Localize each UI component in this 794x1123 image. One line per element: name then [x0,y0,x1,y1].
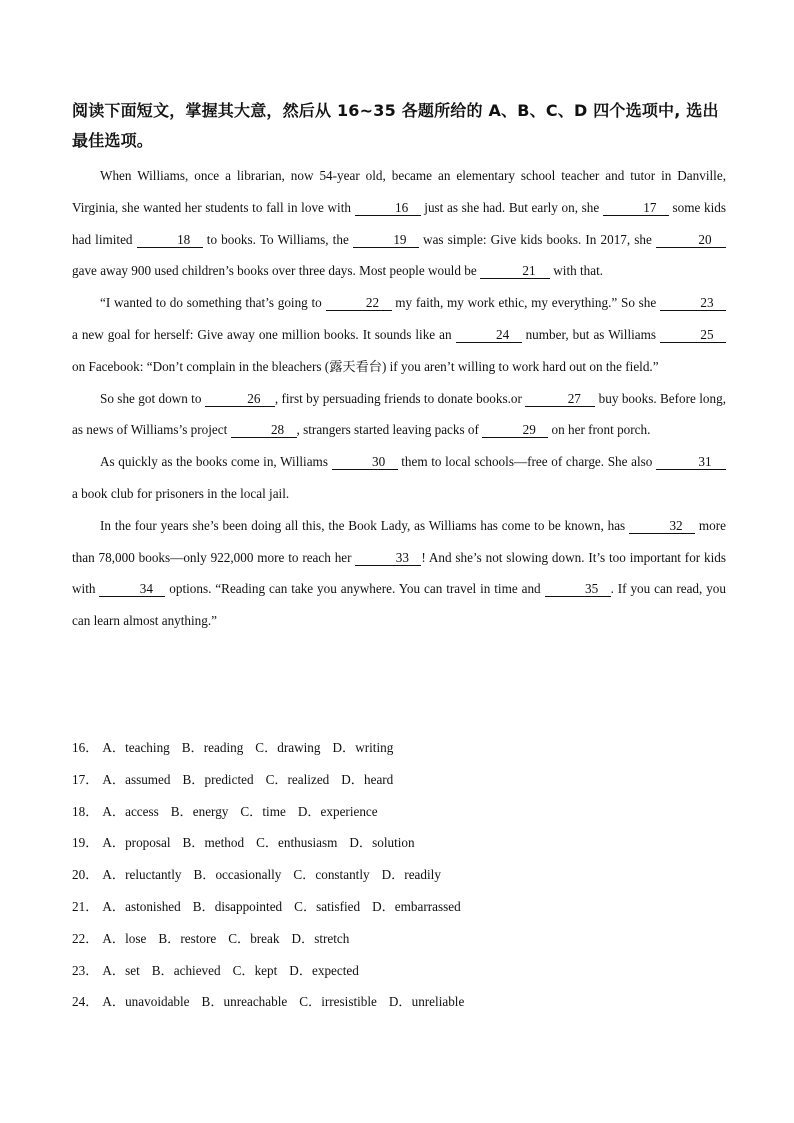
passage-text: number, but as Williams [521,326,660,342]
blank-34: 34 [99,581,165,597]
question-21 [72,891,726,923]
passage-text: , first by persuading friends to donate books.or [274,390,526,406]
blank-21: 21 [480,263,550,279]
blank-25: 25 [660,327,726,343]
option-a: A．unavoidable [102,994,190,1010]
question-number: 19． [72,835,99,851]
option-a: A．teaching [102,740,170,755]
option-d: D．solution [349,835,415,851]
option-a: A．assumed [102,771,171,787]
passage-text: my faith, my work ethic, my everything.” So she [391,295,660,311]
option-c: C．kept [232,962,278,978]
option-b: B．disappointed [192,898,283,914]
option-a: A．proposal [102,835,171,851]
option-a: A．astonished [102,898,181,914]
passage-text: just as she had. But early on, she [420,199,603,215]
question-20 [72,859,726,891]
question-18 [72,796,726,828]
passage-text: buy books. Before long, as news of Williams’s project [72,390,727,438]
passage-text: When Williams, once a librarian, now 54-year old, became an elementary school teacher and tutor in Danville, Virginia, she wanted her students to fall in love with [72,168,726,215]
option-c: C．time [240,803,286,819]
paragraph-3 [72,383,726,447]
passage-text: a book club for prisoners in the local jail. [72,485,290,501]
blank-16: 16 [355,200,421,216]
question-24 [72,986,726,1018]
passage-text: on her front porch. [548,422,651,438]
option-b: B．reading [181,740,244,755]
question-19 [72,827,726,859]
question-options-list [72,732,726,1018]
blank-27: 27 [525,391,595,407]
question-number: 18． [72,803,99,819]
blank-35: 35 [545,581,611,597]
option-d: D．embarrassed [372,898,461,914]
blank-30: 30 [332,454,398,470]
option-c: C．drawing [255,740,321,755]
question-number: 22． [72,930,99,946]
question-number: 23． [72,962,99,978]
passage-text: some kids had limited [72,199,726,247]
passage-text: gave away 900 used children’s books over three days. Most people would be [72,263,480,279]
blank-24: 24 [456,327,522,343]
option-b: B．predicted [182,771,254,787]
passage-text: . If you can read, you can learn almost anything.” [72,581,726,629]
option-d: D．unreliable [388,994,465,1010]
option-b: B．energy [170,803,229,819]
paragraph-2 [72,287,726,382]
section-instruction: 阅读下面短文，掌握其大意，然后从 16~35 各题所给的 A、B、C、D 四个选项中, 选出最佳选项。 [72,101,719,150]
option-c: C．break [228,930,280,946]
option-b: B．unreachable [201,994,288,1010]
passage-text: with that. [549,263,604,279]
paragraph-4 [72,446,726,510]
blank-19: 19 [353,232,419,248]
passage-text: options. “Reading can take you anywhere. You can travel in time and [165,581,545,597]
paragraph-5 [72,510,726,637]
question-number: 20． [72,867,99,883]
option-b: B．method [182,835,245,851]
option-d: D．stretch [291,930,350,946]
option-b: B．occasionally [193,867,282,883]
passage-text: on Facebook: “Don’t complain in the bleachers (露天看台) if you aren’t willing to work hard out on the field.” [72,358,659,374]
option-c: C．enthusiasm [256,835,338,851]
passage-text: to books. To Williams, the [202,231,353,247]
blank-32: 32 [629,518,695,534]
option-d: D．expected [289,962,359,978]
question-number: 21． [72,898,99,914]
question-17 [72,764,726,796]
passage-text: was simple: Give kids books. In 2017, she [418,231,657,247]
passage-text: As quickly as the books come in, Williams [100,454,332,470]
blank-23: 23 [660,295,726,311]
question-23 [72,955,726,987]
option-b: B．achieved [151,962,221,978]
blank-31: 31 [656,454,726,470]
option-d: D．writing [332,740,394,755]
blank-26: 26 [205,391,275,407]
option-c: C．realized [265,771,330,787]
option-d: D．experience [297,803,378,819]
blank-33: 33 [355,550,421,566]
option-a: A．reluctantly [102,867,182,883]
passage-text: more than 78,000 books—only 922,000 more to reach her [72,517,726,565]
passage-text: So she got down to [100,390,205,406]
blank-29: 29 [482,422,548,438]
option-d: D．readily [381,867,441,883]
blank-17: 17 [603,200,669,216]
question-22 [72,923,726,955]
blank-18: 18 [137,232,203,248]
passage-text: ! And she’s not slowing down. It’s too important for kids with [72,549,726,597]
question-number: 16． [72,740,99,755]
blank-20: 20 [656,232,726,248]
passage-text: them to local schools—free of charge. She also [397,454,657,470]
cloze-passage [72,160,726,637]
option-c: C．constantly [293,867,370,883]
option-a: A．set [102,962,140,978]
paragraph-1 [72,160,726,287]
blank-28: 28 [231,422,297,438]
option-d: D．heard [341,771,394,787]
question-number: 24． [72,994,99,1010]
option-c: C．satisfied [294,898,361,914]
passage-text: “I wanted to do something that’s going to [100,295,326,311]
passage-text: , strangers started leaving packs of [296,422,483,438]
option-c: C．irresistible [299,994,377,1010]
blank-22: 22 [326,295,392,311]
option-a: A．access [102,803,159,819]
passage-text: In the four years she’s been doing all this, the Book Lady, as Williams has come to be known, has [100,517,630,533]
passage-text: a new goal for herself: Give away one million books. It sounds like an [72,326,456,342]
question-number: 17． [72,771,99,787]
option-b: B．restore [158,930,217,946]
question-16 [72,732,726,764]
option-a: A．lose [102,930,147,946]
